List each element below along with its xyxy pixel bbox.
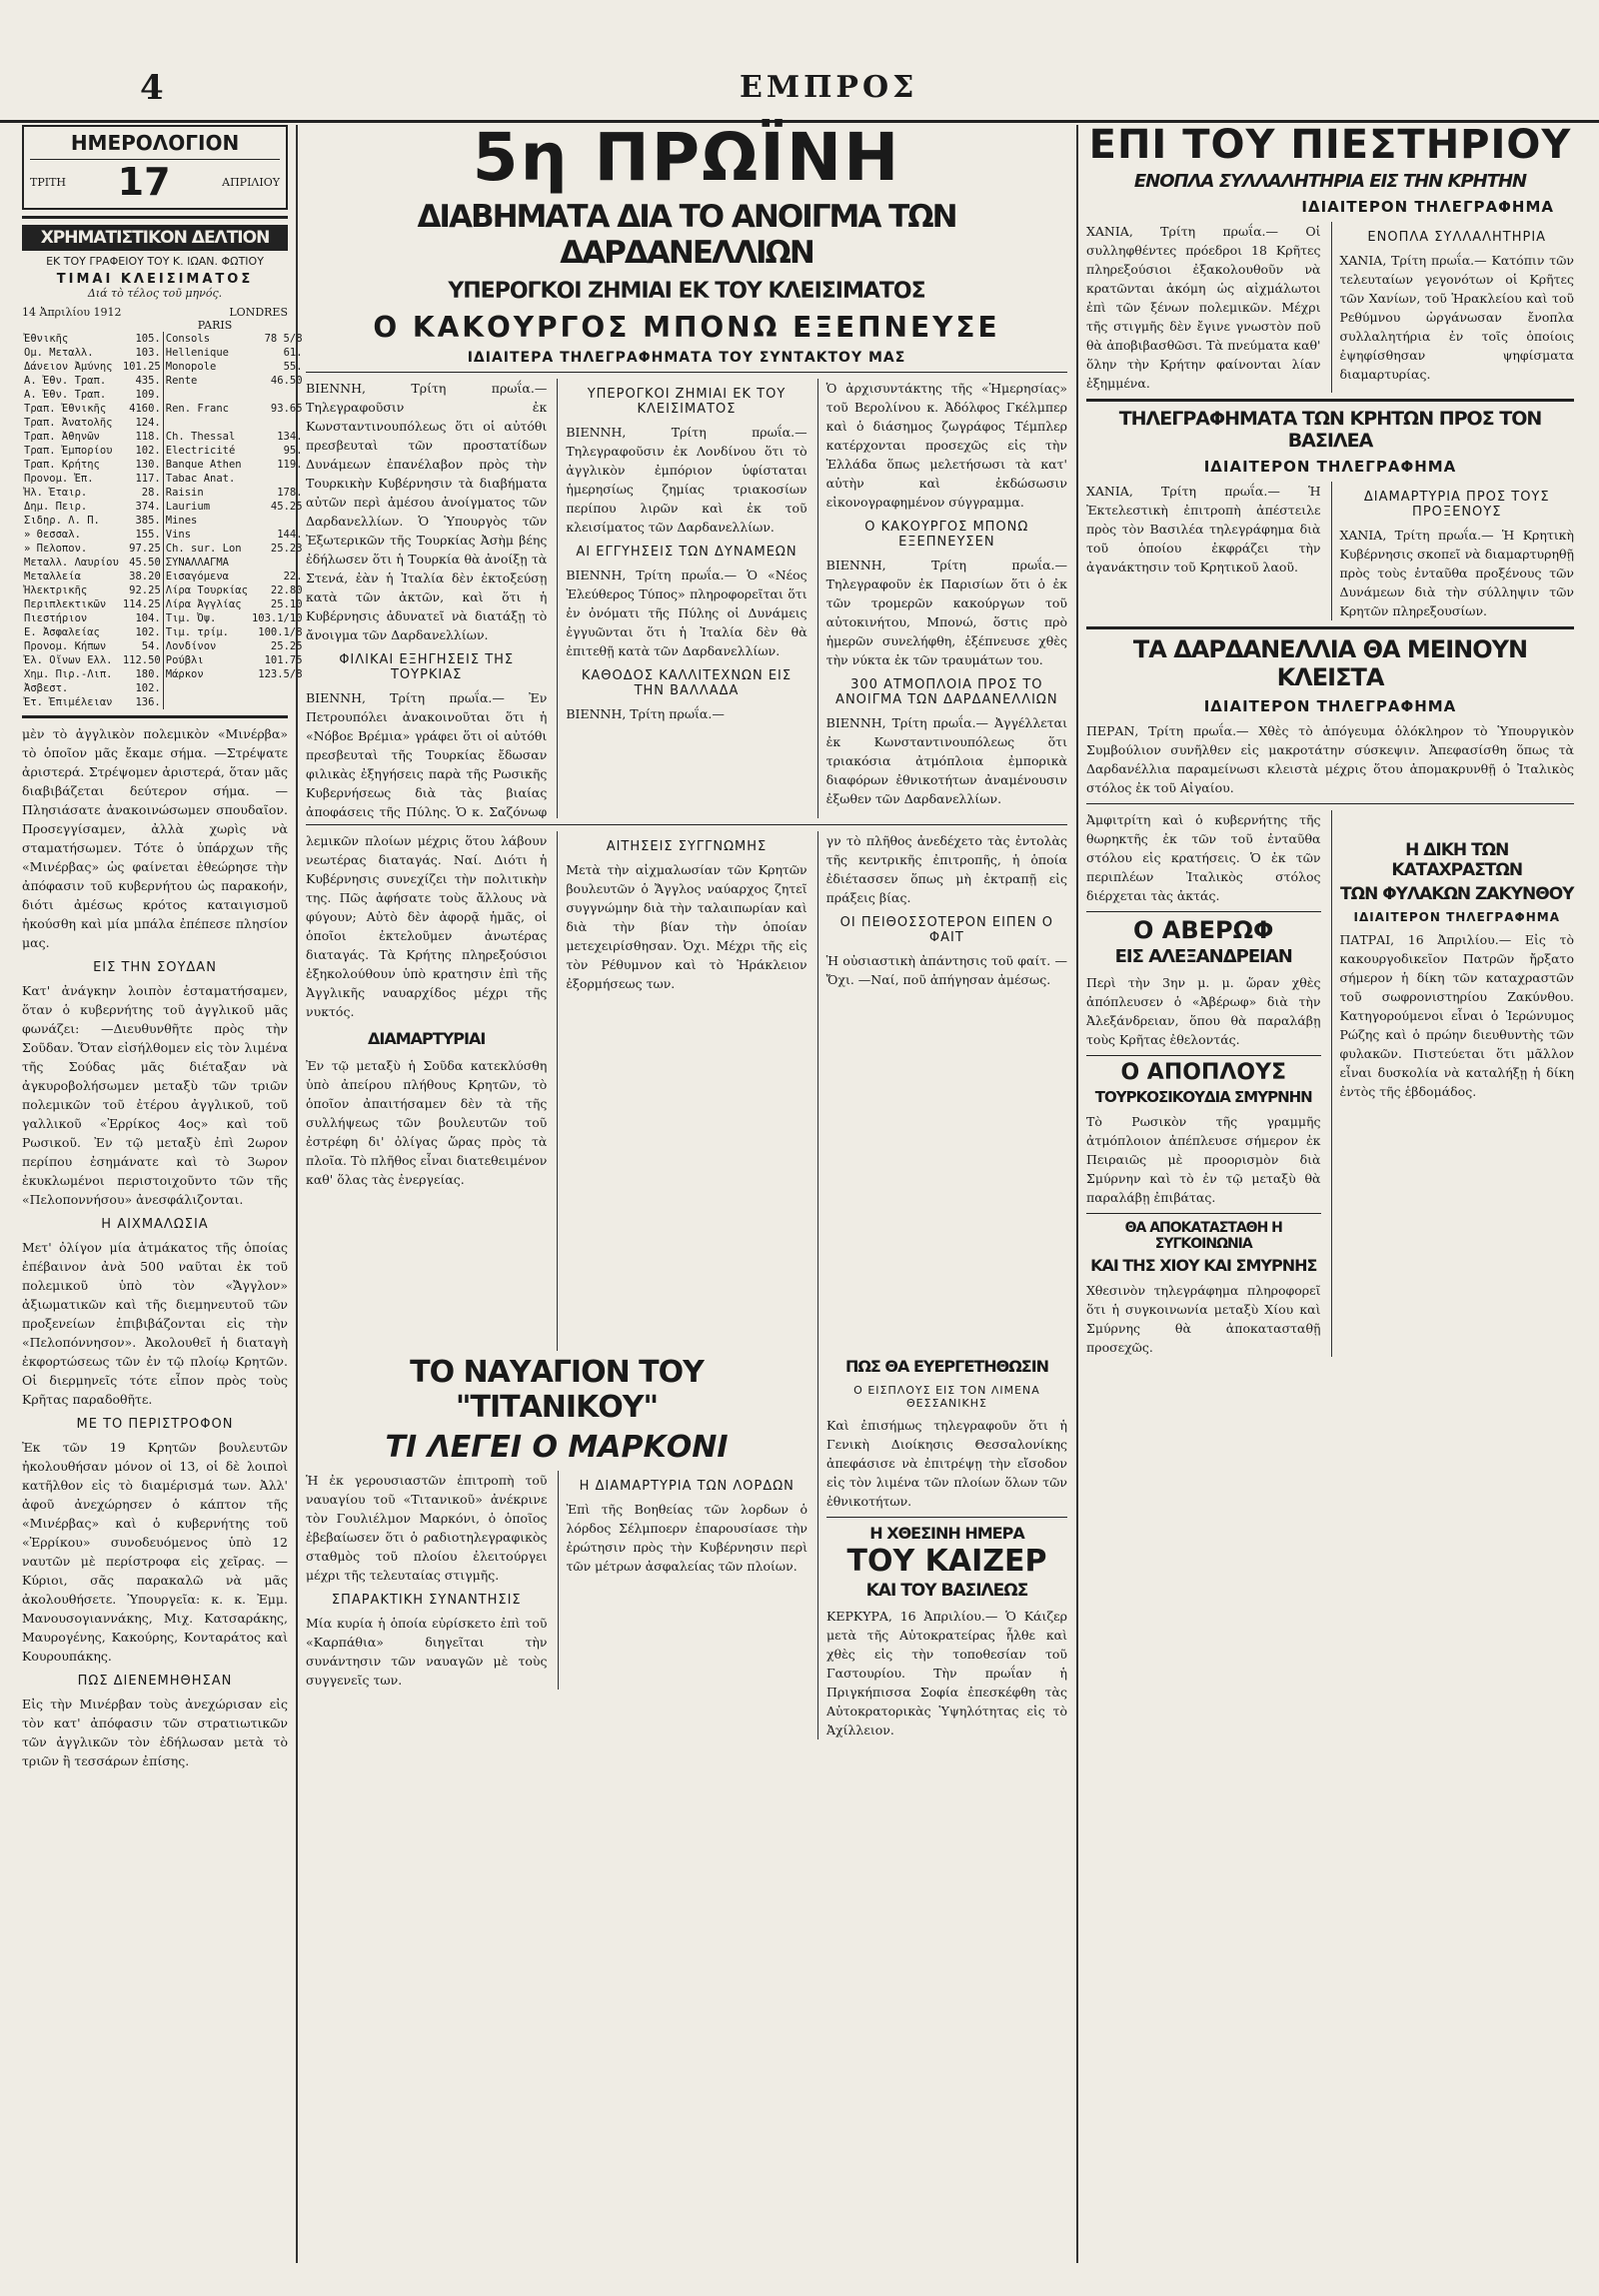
kaiser-headline: ΤΟΥ ΚΑΙΖΕΡ: [846, 1544, 1047, 1579]
stock-row: [22, 611, 305, 625]
stock-row: [22, 597, 305, 611]
stock-row: [22, 583, 305, 597]
story-paragraph: Τὸ Ρωσικὸν τῆς γραμμῆς ἀτμόπλοιον ἀπέπλευσε σήμερον ἐκ Πειραιῶς μὲ προορισμὸν διὰ Σμύρνην καὶ τὸ ἐν τῷ μεταξὺ θὰ παραλάβῃ ἐπιβάτας.: [1086, 1114, 1321, 1205]
stock-price: 55.: [283, 361, 303, 373]
story-paragraph: Καὶ ἐπισήμως τηλεγραφοῦν ὅτι ἡ Γενικὴ Διοίκησις Θεσσαλονίκης ἀπεφάσισε νὰ ἐπιτρέψῃ τὴν εἴσοδον εἰς τὸν λιμένα τῶν πλοίων ὅλων τῶν ἐθνικοτήτων.: [826, 1418, 1067, 1509]
story-paragraph: Κατ' ἀνάγκην λοιπὸν ἐσταματήσαμεν, ὅταν ὁ κυβερνήτης τοῦ ἀγγλικοῦ μᾶς φωνάζει: —Διευθυνθῆτε πρὸς τὴν Σοῦδαν. Ὅταν εἰσήλθομεν εἰς τὸν λιμένα τῆς Σούδας μᾶς διέταξαν νὰ ἀγκυροβολήσωμεν μεταξὺ τῶν τριῶν πολεμικῶν τοῦ ἐτέρου ἀγγλικοῦ, τοῦ γαλλικοῦ «Ἐρρίκος 4ος» καὶ τοῦ Ρωσικοῦ. Ἐν τῷ μεταξὺ ἐπὶ 2ωρον περίπου ἐσημάνατε καὶ τὸ 3ωρον ἐκυκλωμένοι περιστοιχοῦντο τῶν τῆς «Πελοποννήσου» ἀνεσφάλιζονται.: [22, 983, 288, 1207]
stock-name: Τραπ. Ἐμπορίου: [24, 445, 113, 457]
main-headline: ΔΙΑΒΗΜΑΤΑ ΔΙΑ ΤΟ ΑΝΟΙΓΜΑ ΤΩΝ ΔΑΡΔΑΝΕΛΛΙΩΝ: [417, 199, 956, 271]
stock-name: Ren. Franc: [163, 402, 250, 416]
byline: ΙΔΙΑΙΤΕΡΑ ΤΗΛΕΓΡΑΦΗΜΑΤΑ ΤΟΥ ΣΥΝΤΑΚΤΟΥ ΜΑΣ: [467, 350, 906, 366]
sub-headline: ΥΠΕΡΟΓΚΟΙ ΖΗΜΙΑΙ ΕΚ ΤΟΥ ΚΛΕΙΣΙΜΑΤΟΣ: [448, 279, 925, 304]
stock-name: Ἠλ. Ἑταιρ.: [24, 487, 88, 499]
stock-price: 61.: [283, 347, 303, 359]
stock-price: 124.: [135, 417, 161, 429]
stock-name: Laurium: [163, 500, 250, 514]
stock-name: Ε. Ἀσφαλείας: [24, 626, 100, 638]
newspaper-title: ΕΜΠΡΟΣ: [740, 70, 918, 105]
averof-subheadline: ΕΙΣ ΑΛΕΞΑΝΔΡΕΙΑΝ: [1114, 946, 1292, 967]
stock-price: 123.5/8: [258, 668, 303, 680]
story-paragraph: λεμικῶν πλοίων μέχρις ὅτου λάβουν νεωτέρας διαταγάς. Ναί. Διότι ἡ Κυβέρνησις συνεχίζει τὴν πολιτικὴν της. Πῶς ἀφήσατε τοὺς ἄλλους νὰ φύγουν; Αὐτὸ δὲν ἀφορᾷ ἡμᾶς, οἱ ὁποῖοι ἐκτελοῦμεν ἀνωτέρας διαταγάς. Τὰ Κρήτης πληρεξούσιοι ἐξηκολούθουν ὑπὸ κρατησιν ἐπὶ τῆς Ἀγγλικῆς ναυαρχίδος μέχρι τῆς νυκτός.: [306, 833, 548, 1019]
story-paragraph: ΒΙΕΝΝΗ, Τρίτη πρωΐα.— Τηλεγραφοῦσιν ἐκ Κωνσταντινουπόλεως ὅτι οἱ αὐτόθι πρεσβευταὶ τῶν προστατίδων Δυνάμεων ἐπανέλαβον πρὸς τὴν Τουρκικὴν Κυβέρνησιν τὰ διαβήματα αὐτῶν περὶ ἀμέσου ἀνοίγματος τῶν Δαρδανελλίων. Ὁ Ὑπουργὸς τῶν Ἐξωτερικῶν τῆς Τουρκίας Ἀσὴμ βέης ἐδήλωσεν ὅτι ἡ Τουρκία θὰ ἀνοίξῃ τὰ Στενά, ἐὰν ἡ Ἰταλία δὲν ἐκτοξεύσῃ κατὰ τῶν ἀκτῶν, καὶ ὅτι ἡ Κυβέρνησις ἀδυνατεῖ νὰ διατάξῃ τὸ ἄνοιγμα τῶν Δαρδανελλίων.: [306, 381, 548, 642]
stock-name: Μάρκον: [163, 667, 250, 681]
stock-price: 101.25: [122, 361, 161, 373]
stock-name: Λονδίνον: [163, 639, 250, 653]
stock-price: 119.: [277, 459, 303, 471]
section-headline: ΤΗΛΕΓΡΑΦΗΜΑΤΑ ΤΩΝ ΚΡΗΤΩΝ ΠΡΟΣ ΤΟΝ ΒΑΣΙΛΕΑ: [1118, 408, 1542, 452]
stock-row: [22, 332, 305, 346]
stock-name: Εισαγόμενα: [163, 570, 250, 583]
stock-price: 101.75: [264, 654, 303, 666]
stock-name: Hellenique: [163, 346, 250, 360]
stock-row: [22, 681, 305, 695]
stock-price: 4160.: [129, 403, 161, 415]
stock-price: 102.: [135, 626, 161, 638]
titanic-subheadline: ΤΙ ΛΕΓΕΙ Ο ΜΑΡΚΟΝΙ: [385, 1430, 729, 1465]
stock-price: 118.: [135, 431, 161, 443]
section-heading: ΜΕ ΤΟ ΠΕΡΙΣΤΡΟΦΟΝ: [76, 1417, 234, 1432]
stock-price: [250, 556, 305, 570]
story-paragraph: μὲν τὸ ἀγγλικὸν πολεμικὸν «Μινέρβα» τὸ ὁποῖον μᾶς ἔκαμε σήμα. —Στρέψατε ἀριστερά. Στρέψομεν ἀριστερά, ὅταν μᾶς διαβιβάζεται δεύτερον σήμα. —Πλησιάσατε ἀνακοινώσωμεν σπουδαῖον. Προσεγγίσαμεν, ἀλλὰ χωρὶς νὰ σταματήσωμεν. Τότε ὁ ὑπάρχων τῆς «Μινέρβας» ὡς φαίνεται ἐθεώρησε τὴν ἀπόφασιν τοῦ κυβερνήτου ὡς παρακοήν, διότι ἀμέσως κρότος καταιγισμοῦ ἠκούσθη καὶ μία μπάλα ἐπέπεσε πλησίον μας.: [22, 726, 288, 950]
story-paragraph: ΧΑΝΙΑ, Τρίτη πρωΐα.— Ἡ Ἐκτελεστικὴ ἐπιτροπὴ ἀπέστειλε πρὸς τὸν Βασιλέα τηλεγράφημα διὰ τοῦ ὁποίου ἐκφράζει τὴν ἀγανάκτησιν τοῦ Κρητικοῦ λαοῦ.: [1086, 484, 1321, 574]
stock-row: [22, 472, 305, 486]
stock-prices-heading: ΤΙΜΑΙ ΚΛΕΙΣΙΜΑΤΟΣ: [56, 272, 254, 287]
stock-note: Διά τὸ τέλος τοῦ μηνός.: [87, 287, 223, 300]
stock-name: » Θεσσαλ.: [24, 529, 81, 541]
stock-price: 102.: [135, 682, 161, 694]
stock-row: [22, 416, 305, 430]
kaiser-subheadline: ΚΑΙ ΤΟΥ ΒΑΣΙΛΕΩΣ: [865, 1581, 1028, 1601]
stock-name: Τραπ. Κρήτης: [24, 459, 100, 471]
stock-name: Mines: [163, 514, 250, 528]
mid-columns: [306, 831, 1067, 1351]
stock-row: [22, 570, 305, 583]
zakynthos-subheadline: ΤΩΝ ΦΥΛΑΚΩΝ ΖΑΚΥΝΘΟΥ: [1340, 884, 1574, 904]
stock-name: Περιπλεκτικῶν: [24, 598, 107, 610]
page-number: 4: [140, 68, 164, 108]
stock-row: [22, 625, 305, 639]
stock-name: [163, 695, 250, 709]
stock-price: 25.10: [270, 598, 303, 610]
story-paragraph: ΒΙΕΝΝΗ, Τρίτη πρωΐα.— Ὁ «Νέος Ἐλεύθερος Τύπος» πληροφορεῖται ὅτι ἐν ὀνόματι τῆς Πύλης οἱ Δυνάμεις ἐγγυῶνται ὅτι ἡ Ἰταλία δὲν θὰ ἐπιτεθῇ κατὰ τῶν Δαρδανελλίων.: [566, 568, 807, 658]
stock-price: 100.1/8: [258, 626, 303, 638]
stock-row: [22, 402, 305, 416]
stock-name: Χημ. Πιρ.-Λιπ.: [24, 668, 113, 680]
stock-title: ΧΡΗΜΑΤΙΣΤΙΚΟΝ ΔΕΛΤΙΟΝ: [22, 225, 288, 251]
stock-name: Προνομ. Κήπων: [24, 640, 107, 652]
stock-price: 385.: [135, 515, 161, 527]
stock-name: Τραπ. Ἐθνικῆς: [24, 403, 107, 415]
telegram-label: ΙΔΙΑΙΤΕΡΟΝ ΤΗΛΕΓΡΑΦΗΜΑ: [1301, 198, 1554, 216]
stock-name: Τιμ. τρίμ.: [163, 625, 250, 639]
right-section: [1086, 122, 1574, 1357]
section-heading: ΦΙΛΙΚΑΙ ΕΞΗΓΗΣΕΙΣ ΤΗΣ ΤΟΥΡΚΙΑΣ: [339, 652, 515, 682]
telegram-label: ΙΔΙΑΙΤΕΡΟΝ ΤΗΛΕΓΡΑΦΗΜΑ: [1203, 697, 1457, 715]
section-heading: ΔΙΑΜΑΡΤΥΡΙΑ ΠΡΟΣ ΤΟΥΣ ΠΡΟΞΕΝΟΥΣ: [1363, 490, 1550, 520]
right-subheadline: ΕΝΟΠΛΑ ΣΥΛΛΑΛΗΤΗΡΙΑ ΕΙΣ ΤΗΝ ΚΡΗΤΗΝ: [1133, 171, 1527, 192]
section-heading: 300 ΑΤΜΟΠΛΟΙΑ ΠΡΟΣ ΤΟ ΑΝΟΙΓΜΑ ΤΩΝ ΔΑΡΔΑΝΕΛΛΙΩΝ: [835, 677, 1058, 707]
story-paragraph: Μία κυρία ἡ ὁποία εὑρίσκετο ἐπὶ τοῦ «Καρπάθια» διηγεῖται τὴν συνάντησιν τῶν ναυαγῶν μὲ τοὺς συγγενεῖς των.: [306, 1616, 548, 1688]
titanic-headline: ΤΟ ΝΑΥΑΓΙΟΝ ΤΟΥ "ΤΙΤΑΝΙΚΟΥ": [410, 1355, 704, 1425]
stock-price: 134.: [277, 431, 303, 443]
story-paragraph: ΒΙΕΝΝΗ, Τρίτη πρωΐα.— Τηλεγραφοῦσιν ἐκ Λονδίνου ὅτι τὸ ἀγγλικὸν ἐμπόριον ὑφίσταται ἡμερησίως ζημίας τριακοσίων περίπου λιρῶν καὶ ἐκ τοῦ κλεισίματος τῶν Δαρδανελλίων.: [566, 425, 807, 535]
story-paragraph: ΚΕΡΚΥΡΑ, 16 Ἀπριλίου.— Ὁ Κάιζερ μετὰ τῆς Αὐτοκρατείρας ἦλθε καὶ χθὲς εἰς τὴν τοποθεσίαν τοῦ Γαστουρίου. Τὴν πρωΐαν ἡ Πριγκήπισσα Σοφία ἐπεσκέφθη τὰς Αὐτοκρατορικὰς Ὑψηλότητας εἰς τὸ Ἀχίλλειον.: [826, 1609, 1067, 1737]
stock-name: Τραπ. Ἀθηνῶν: [24, 431, 100, 443]
kaiser-kicker: Η ΧΘΕΣΙΝΗ ΗΜΕΡΑ: [869, 1524, 1024, 1543]
stock-row: [22, 374, 305, 388]
chios-subheadline: ΚΑΙ ΤΗΣ ΧΙΟΥ ΚΑΙ ΣΜΥΡΝΗΣ: [1090, 1256, 1317, 1275]
stock-name: [163, 681, 250, 695]
stock-name: Προνομ. Ἐπ.: [24, 473, 94, 485]
stock-name: Monopole: [163, 360, 250, 374]
stock-row: [22, 486, 305, 500]
stock-price: 103.: [135, 347, 161, 359]
story-paragraph: Χθεσινὸν τηλεγράφημα πληροφορεῖ ὅτι ἡ συγκοινωνία μεταξὺ Χίου καὶ Σμύρνης θὰ ἀποκατασταθῇ προσεχῶς.: [1086, 1283, 1321, 1355]
stock-name: Raisin: [163, 486, 250, 500]
stock-name: Ch. sur. Lon: [163, 542, 250, 556]
left-column: [22, 125, 303, 1770]
section-headline: ΤΑ ΔΑΡΔΑΝΕΛΛΙΑ ΘΑ ΜΕΙΝΟΥΝ ΚΛΕΙΣΤΑ: [1132, 635, 1528, 691]
smyrna-headline: Ο ΑΠΟΠΛΟΥΣ: [1120, 1060, 1287, 1085]
story-paragraph: γν τὸ πλῆθος ἀνεδέχετο τὰς ἐντολὰς τῆς κεντρικῆς ἐπιτροπῆς, ἡ ὁποία ἐδιέτασσεν ὅπως μὴ ἐκτραπῇ εἰς πράξεις βίας.: [825, 833, 1067, 905]
stock-price: 22.: [283, 571, 303, 582]
story-paragraph: Ἀμφιτρίτη καὶ ὁ κυβερνήτης τῆς θωρηκτῆς ἐκ τῶν τοῦ ἐνταῦθα στόλου εἰς κρατήσεις. Ὁ ἐκ τῶν περιπλέων Ἰταλικὸς στόλος διέρχεται τὰς ἀκτάς.: [1086, 812, 1321, 903]
section-heading: Ο ΚΑΚΟΥΡΓΟΣ ΜΠΟΝΩ ΕΞΕΠΝΕΥΣΕΝ: [864, 520, 1029, 550]
stock-price: 105.: [135, 333, 161, 345]
stock-name: Α. Ἐθν. Τραπ.: [24, 389, 107, 401]
section-heading: Η ΑΙΧΜΑΛΩΣΙΑ: [101, 1217, 209, 1232]
story-paragraph: ΠΕΡΑΝ, Τρίτη πρωΐα.— Χθὲς τὸ ἀπόγευμα ὁλόκληρον τὸ Ὑπουργικὸν Συμβούλιον συνῆλθεν εἰς μακροτάτην σύσκεψιν. Ἀπεφασίσθη ὅπως τὰ Δαρδανέλλια παραμείνωσι κλειστὰ μέχρις ὅτου ἀπομακρυνθῇ ὁ Ἰταλικὸς στόλος ἐκ τοῦ Αἰγαίου.: [1086, 723, 1574, 795]
stock-name: Ἀσβεστ.: [24, 682, 69, 694]
section-heading: ΕΝΟΠΛΑ ΣΥΛΛΑΛΗΤΗΡΙΑ: [1367, 230, 1547, 245]
stock-name: Ἐθνικῆς: [24, 333, 69, 345]
stock-price: 435.: [135, 375, 161, 387]
stock-price: 38.20: [129, 571, 161, 582]
stock-price: [250, 472, 305, 486]
stock-row: [22, 360, 305, 374]
stock-price: [250, 514, 305, 528]
stock-name: Δάνειον Ἀμύνης: [24, 361, 113, 373]
stock-row: [22, 388, 305, 402]
stock-price: 117.: [135, 473, 161, 485]
center-section: [306, 119, 1067, 1739]
stock-price: 104.: [135, 612, 161, 624]
paris-heading: PARIS: [197, 319, 233, 332]
stock-price: 45.25: [270, 501, 303, 513]
stock-row: [22, 528, 305, 542]
stock-name: Σιδηρ. Λ. Π.: [24, 515, 100, 527]
story-paragraph: ΧΑΝΙΑ, Τρίτη πρωΐα.— Κατόπιν τῶν τελευταίων γεγονότων οἱ Κρῆτες τῶν Χανίων, τοῦ Ἡρακλείου καὶ τοῦ Ρεθύμνου ὠργάνωσαν ἔνοπλα συλλαλητήρια ἐν τοῖς ὁποίοις ἐψηφίσθησαν ψηφίσματα διαμαρτυρίας.: [1339, 253, 1574, 382]
stock-name: Electricité: [163, 444, 250, 458]
story-paragraph: Μετ' ὀλίγον μία ἀτμάκατος τῆς ὁποίας ἐπέβαινον ἀνὰ 500 ναῦται ἐκ τοῦ πολεμικοῦ ὑπὸ τὸν «Ἄγγλον» ἀξιωματικῶν καὶ τῆς διεμηνευτοῦ τῶν προξενείων ἐπιβιβάζονται εἰς τὴν «Πελοπόννησον». Ἀκολουθεῖ ἡ διαταγὴ ἐκφορτώσεως τῶν ἐν τῷ πλοίῳ Κρητῶν. Οἱ διερμηνεῖς τότε εἶπον πρὸς τοὺς Κρῆτας παραδοθῆτε.: [22, 1240, 288, 1407]
section-heading: ΟΙ ΠΕΙΘΟΣΣΟΤΕΡΟΝ ΕΙΠΕΝ Ο ΦΑΙΤ: [839, 915, 1053, 945]
stock-name: Πιεστήριον: [24, 612, 88, 624]
stock-price: [250, 388, 305, 402]
section-heading: ΠΩΣ ΔΙΕΝΕΜΗΘΗΣΑΝ: [77, 1674, 233, 1689]
story-paragraph: ΒΙΕΝΝΗ, Τρίτη πρωΐα.— Ἐν Πετρουπόλει ἀνακοινοῦται ὅτι ἡ «Νόβοε Βρέμια» γράφει ὅτι οἱ αὐτόθι πρεσβευταὶ τῆς Τουρκίας ἔδωσαν φιλικὰς ἐξηγήσεις παρὰ τῆς Ρωσικῆς Κυβερνήσεως διὰ τὰς βιαίας ἀποφάσεις τῆς Πύλης. Ὁ κ. Σαζόνωφ: [306, 690, 548, 818]
stock-price: 155.: [135, 529, 161, 541]
banner-headline: 5η ΠΡΩΪΝΗ: [472, 119, 901, 196]
column-rule: [1076, 125, 1078, 2263]
stock-price: 130.: [135, 459, 161, 471]
stock-row: [22, 458, 305, 472]
stock-name: Banque Athen: [163, 458, 250, 472]
chios-headline: ΘΑ ΑΠΟΚΑΤΑΣΤΑΘΗ Η ΣΥΓΚΟΙΝΩΝΙΑ: [1124, 1220, 1282, 1252]
stock-name: Μεταλλεία: [24, 571, 81, 582]
stock-name: Ἐτ. Ἐπιμέλειαν: [24, 696, 113, 708]
stock-price: 136.: [135, 696, 161, 708]
story-paragraph: Μετὰ τὴν αἰχμαλωσίαν τῶν Κρητῶν βουλευτῶν ὁ Ἄγγλος ναύαρχος ζητεῖ συγγνώμην διὰ τὴν ταλαιπωρίαν καὶ διὰ τὴν βίαν τὴν ὁποίαν μετεχειρίσθησαν. Ὀχι. Μέχρι τῆς εἰς τὸν Ρέθυμνον καὶ τὸ Ἡράκλειον ἐξορμήσεως των.: [566, 862, 807, 991]
stock-name: Α. Ἐθν. Τραπ.: [24, 375, 107, 387]
stock-price: 97.25: [129, 543, 161, 555]
stock-price: 109.: [135, 389, 161, 401]
story-paragraph: Ἐν τῷ μεταξὺ ἡ Σοῦδα κατεκλύσθη ὑπὸ ἀπείρου πλήθους Κρητῶν, τὸ ὁποῖον ἀπαιτήσαμεν δὲν τὰ τῆς συλλήψεως τῶν βουλευτῶν τοῦ ἐστρέφη δι' ὀλίγας ὥρας πρὸς τὰ πλοῖα. Τὸ πλῆθος εἶναι διατεθειμένον καθ' ὅλας τὰς ἐνεργείας.: [306, 1058, 548, 1187]
stock-row: [22, 444, 305, 458]
stock-row: [22, 639, 305, 653]
calendar-day: 17: [117, 160, 171, 204]
stock-name: Λίρα Τουρκίας: [163, 583, 250, 597]
right-headline: ΕΠΙ ΤΟΥ ΠΙΕΣΤΗΡΙΟΥ: [1088, 122, 1572, 168]
stock-price: 95.: [283, 445, 303, 457]
stock-price: [250, 416, 305, 430]
story-paragraph: Ἐπὶ τῆς Βοηθείας τῶν λορδων ὁ λόρδος Σέλμποερν ἐπαρουσίασε τὴν ἐρώτησιν πρὸς τὴν Κυβέρνησιν περὶ τῶν μέτρων ἀσφαλείας τῶν πλοίων.: [566, 1502, 807, 1574]
stock-price: 102.: [135, 445, 161, 457]
story-paragraph: Ἐκ τῶν 19 Κρητῶν βουλευτῶν ἠκολουθήσαν μόνον οἱ 13, οἱ δὲ λοιποὶ κατῆλθον εἰς τὸ διαμέρισμά των. Ἀλλ' ἀφοῦ ἀνεχώρησεν ὁ κάπτον τῆς «Μινέρβας» καὶ ὁ κυβερνήτης τοῦ «Ἐρρίκου» συνοδευόμενος ὑπὸ 12 ναυτῶν μὲ περίστροφα εἰς χεῖρας. —Κύριοι, σᾶς παρακαλῶ νὰ μᾶς ἀκολουθήσετε. Ὑπουργεῖα: κ. κ. Ἐμμ. Μανουσογιαννάκης, Μιχ. Κατσαράκης, Μαυρογένης, Κακούρης, Κονταράτος καὶ Κουρουπάκης.: [22, 1440, 288, 1664]
stock-row: [22, 667, 305, 681]
story-paragraph: Ἡ οὐσιαστικὴ ἀπάντησις τοῦ φαίτ. —Ὄχι. —Ναί, ποῦ ἀπήγησαν ἀμέσως.: [825, 953, 1067, 987]
stock-row: [22, 500, 305, 514]
stock-row: [22, 695, 305, 709]
news-columns: [306, 379, 1067, 818]
stock-row: [22, 556, 305, 570]
story-paragraph: Ἡ ἐκ γερουσιαστῶν ἐπιτροπὴ τοῦ ναυαγίου τοῦ «Τιτανικοῦ» ἀνέκρινε τὸν Γουλιέλμον Μαρκόνι, ὁ ὁποῖος ἐβεβαίωσεν ὅτι ὁ ραδιοτηλεγραφικὸς σταθμὸς τοῦ πλοίου ἐλειτούργει μέχρι τῆς τελευταίας στιγμῆς.: [306, 1473, 548, 1583]
zakynthos-headline: Η ΔΙΚΗ ΤΩΝ ΚΑΤΑΧΡΑΣΤΩΝ: [1391, 840, 1523, 880]
story-paragraph: ΒΙΕΝΝΗ, Τρίτη πρωΐα.— Ἀγγέλλεται ἐκ Κωνσταντινουπόλεως ὅτι τριακόσια ἀτμόπλοια ἐμπορικὰ διαφόρων ἐθνικοτήτων ἀναμένουσιν ἐξωθεν τῶν Δαρδανελλίων.: [825, 715, 1067, 806]
story-paragraph: Ὁ ἀρχισυντάκτης τῆς «Ἡμερησίας» τοῦ Βερολίνου κ. Ἀδόλφος Γκέλμπερ καὶ ὁ διάσημος ζωγράφος Τέμπλερ κατέρχονται προσεχῶς εἰς τὴν Ἑλλάδα ὅπως μελετήσωσι τὰ κατ' αὐτὴν καὶ ἐκδώσωσιν εἰκονογραφημένον σύγγραμμα.: [825, 381, 1067, 510]
stock-name: Λίρα Ἀγγλίας: [163, 597, 250, 611]
stock-price: [250, 695, 305, 709]
stock-price: 45.50: [129, 557, 161, 569]
story-paragraph: ΧΑΝΙΑ, Τρίτη πρωΐα.— Οἱ συλληφθέντες πρόεδροι 18 Κρῆτες πληρεξούσιοι ἐξακολουθοῦν νὰ κρατῶνται ἀκόμη ὡς αἰχμάλωτοι ἐπὶ τῶν ξένων πολεμικῶν. Μέχρι τῆς στιγμῆς δὲν ἔγινε γνωστὸν ποῦ θὰ ἀποβιβασθῶσι. Τὰ πνεύματα καθ' ὅλην τὴν Κρήτην φαίνονται λίαν ἐξημμένα.: [1086, 224, 1321, 391]
section-heading: ΔΙΑΜΑΡΤΥΡΙΑΙ: [368, 1029, 486, 1048]
stock-row: [22, 542, 305, 556]
section-heading: ΥΠΕΡΟΓΚΟΙ ΖΗΜΙΑΙ ΕΚ ΤΟΥ ΚΛΕΙΣΙΜΑΤΟΣ: [587, 387, 787, 417]
stock-name: Vins: [163, 528, 250, 542]
averof-headline: Ο ΑΒΕΡΩΦ: [1133, 916, 1274, 944]
stock-price: [250, 681, 305, 695]
stock-name: Δημ. Πειρ.: [24, 501, 88, 513]
sub-headline: Ο ΚΑΚΟΥΡΓΟΣ ΜΠΟΝΩ ΕΞΕΠΝΕΥΣΕ: [373, 311, 1000, 344]
stock-name: [163, 388, 250, 402]
stock-price: 180.: [135, 668, 161, 680]
stock-name: Τιμ. Ὀψ.: [163, 611, 250, 625]
section-heading: ΑΙ ΕΓΓΥΗΣΕΙΣ ΤΩΝ ΔΥΝΑΜΕΩΝ: [576, 545, 798, 560]
stock-table: [22, 332, 305, 709]
london-heading: LONDRES: [229, 306, 288, 319]
stock-price: 92.25: [129, 584, 161, 596]
section-heading: ΚΑΘΟΔΟΣ ΚΑΛΛΙΤΕΧΝΩΝ ΕΙΣ ΤΗΝ ΒΑΛΛΑΔΑ: [581, 668, 793, 698]
smyrna-subheadline: ΤΟΥΡΚΟΣΙΚΟΥΔΙΑ ΣΜΥΡΝΗΝ: [1094, 1088, 1312, 1106]
story-paragraph: Περὶ τὴν 3ην μ. μ. ὥραν χθὲς ἀπόπλευσεν ὁ «Ἀβέρωφ» διὰ τὴν Ἀλεξάνδρειαν, ὅπου θὰ παραλάβῃ τοὺς Κρῆτας ἐθελοντάς.: [1086, 975, 1321, 1047]
telegram-label: ΙΔΙΑΙΤΕΡΟΝ ΤΗΛΕΓΡΑΦΗΜΑ: [1353, 910, 1560, 924]
stock-name: Consols: [163, 332, 250, 346]
stock-price: 103.1/10: [251, 612, 303, 624]
section-heading: ΠΩΣ ΘΑ ΕΥΕΡΓΕΤΗΘΩΣΙΝ: [844, 1357, 1049, 1376]
stock-price: 114.25: [122, 598, 161, 610]
lower-columns: [306, 1351, 1067, 1739]
stock-name: Ρούβλι: [163, 653, 250, 667]
story-paragraph: ΒΙΕΝΝΗ, Τρίτη πρωΐα.—: [566, 706, 725, 721]
stock-name: Τραπ. Ἀνατολῆς: [24, 417, 113, 429]
calendar-month: ΑΠΡΙΛΙΟΥ: [222, 175, 280, 189]
stock-price: 25.23: [270, 543, 303, 555]
stock-price: 374.: [135, 501, 161, 513]
section-heading: ΑΙΤΗΣΕΙΣ ΣΥΓΓΝΩΜΗΣ: [606, 839, 768, 854]
telegram-label: ΙΔΙΑΙΤΕΡΟΝ ΤΗΛΕΓΡΑΦΗΜΑ: [1203, 458, 1457, 476]
stock-price: 46.50: [270, 375, 303, 387]
stock-source: ΕΚ ΤΟΥ ΓΡΑΦΕΙΟΥ ΤΟΥ Κ. ΙΩΑΝ. ΦΩΤΙΟΥ: [46, 255, 264, 268]
story-paragraph: ΠΑΤΡΑΙ, 16 Ἀπριλίου.— Εἰς τὸ κακουργοδικεῖον Πατρῶν ἤρξατο σήμερον ἡ δίκη τῶν καταχραστῶν τοῦ σωφρονιστηρίου Ζακύνθου. Κατηγορούμενοι εἶναι ὁ Ἱερώνυμος Ρώζης καὶ ὁ πρώην διευθυντὴς τῶν φυλακῶν. Πιστεύεται ὅτι μᾶλλον εἶναι δυσκολία νὰ καταλήξῃ ἡ δίκη ἐντὸς τῆς ἑβδομάδος.: [1339, 932, 1574, 1099]
stock-name: Ἐλ. Οἴνων Ελλ.: [24, 654, 113, 666]
calendar-day-label: ΤΡΙΤΗ: [30, 175, 67, 189]
stock-price: 144.: [277, 529, 303, 541]
stock-price: 178.: [277, 487, 303, 499]
stock-price: 93.65: [270, 403, 303, 415]
stock-price: 78 5/8: [264, 333, 303, 345]
stock-name: Ch. Thessal: [163, 430, 250, 444]
stock-name: Tabac Anat.: [163, 472, 250, 486]
stock-date: 14 Ἀπριλίου 1912: [22, 306, 122, 319]
stock-name: » Πελοπον.: [24, 543, 88, 555]
stock-row: [22, 653, 305, 667]
stock-name: Rente: [163, 374, 250, 388]
calendar-title: ΗΜΕΡΟΛΟΓΙΟΝ: [70, 131, 240, 155]
stock-row: [22, 514, 305, 528]
stock-price: 112.50: [122, 654, 161, 666]
stock-name: ΣΥΝΑΛΛΑΓΜΑ: [163, 556, 250, 570]
masthead: [0, 60, 1599, 123]
stock-row: [22, 346, 305, 360]
stock-price: 54.: [141, 640, 161, 652]
stock-price: 25.25: [270, 640, 303, 652]
story-paragraph: ΧΑΝΙΑ, Τρίτη πρωΐα.— Ἡ Κρητικὴ Κυβέρνησις σκοπεῖ νὰ διαμαρτυρηθῇ πρὸς τοὺς ἐνταῦθα προξένους τῶν Δυνάμεων διὰ τὴν σύλληψιν τῶν Κρητῶν πληρεξουσίων.: [1339, 528, 1574, 618]
section-subheading: Ο ΕΙΣΠΛΟΥΣ ΕΙΣ ΤΟΝ ΛΙΜΕΝΑ ΘΕΣΣΑΝΙΚΗΣ: [853, 1384, 1040, 1410]
section-heading: ΕΙΣ ΤΗΝ ΣΟΥΔΑΝ: [93, 960, 217, 975]
stock-row: [22, 430, 305, 444]
stock-name: Ομ. Μεταλλ.: [24, 347, 94, 359]
stock-name: Ἠλεκτρικῆς: [24, 584, 88, 596]
stock-name: [163, 416, 250, 430]
calendar-box: [22, 125, 288, 210]
story-paragraph: ΒΙΕΝΝΗ, Τρίτη πρωΐα.— Τηλεγραφοῦν ἐκ Παρισίων ὅτι ὁ ἐκ τῶν τρομερῶν κακούργων τοῦ αὐτοκινήτου, Μπονώ, ὅστις πρὸ ἡμερῶν συνελήφθη, ἐξέπνευσε χθὲς τὴν νύκτα ἐκ τῶν τραυμάτων του.: [825, 558, 1067, 667]
section-heading: Η ΔΙΑΜΑΡΤΥΡΙΑ ΤΩΝ ΛΟΡΔΩΝ: [579, 1479, 795, 1494]
section-heading: ΣΠΑΡΑΚΤΙΚΗ ΣΥΝΑΝΤΗΣΙΣ: [331, 1593, 522, 1608]
stock-price: 28.: [141, 487, 161, 499]
stock-price: 22.80: [270, 584, 303, 596]
story-paragraph: Εἰς τὴν Μινέρβαν τοὺς ἀνεχώρισαν εἰς τὸν κατ' ἀπόφασιν τῶν στρατιωτικῶν τῶν ἀγγλικῶν τὸν ἐδήλωσαν μετὰ τὸ τριῶν ἢ τεσσάρων ἐπίσης.: [22, 1697, 288, 1768]
stock-name: Μεταλλ. Λαυρίου: [24, 557, 119, 569]
